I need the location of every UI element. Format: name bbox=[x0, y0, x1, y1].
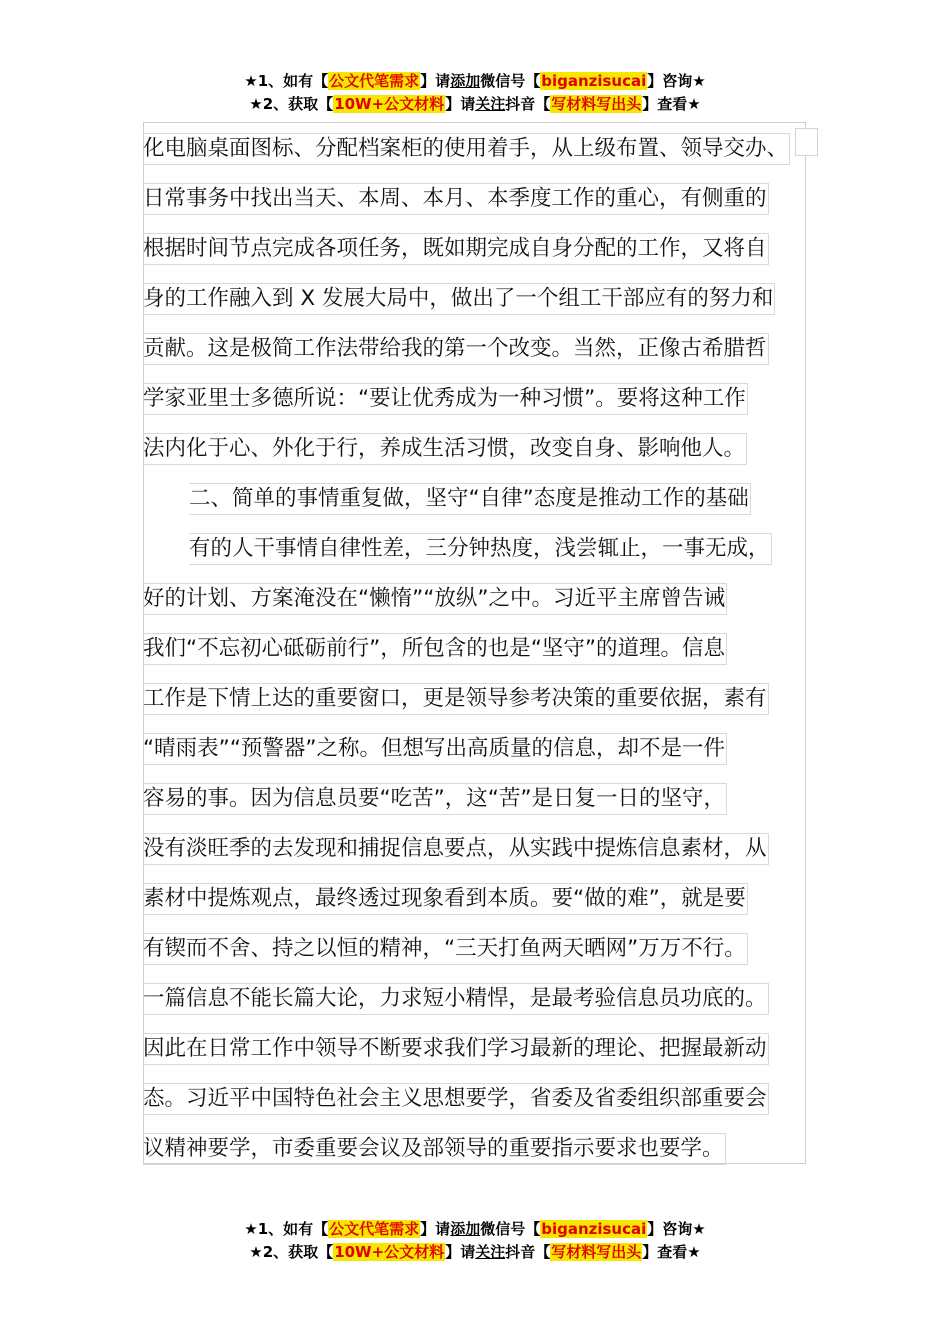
text-line: 根据时间节点完成各项任务，既如期完成自身分配的工作，又将自 bbox=[143, 223, 823, 273]
text-line: 我们“不忘初心砥砺前行”，所包含的也是“坚守”的道理。信息 bbox=[143, 623, 823, 673]
text-line: “晴雨表”“预警器”之称。但想写出高质量的信息，却不是一件 bbox=[143, 723, 823, 773]
text-line: 议精神要学，市委重要会议及部领导的重要指示要求也要学。 bbox=[143, 1123, 823, 1173]
highlight-douyin: 写材料写出头 bbox=[551, 95, 642, 113]
document-body bbox=[143, 123, 823, 1173]
text-line: 有锲而不舍、持之以恒的精神，“三天打鱼两天晒网”万万不行。 bbox=[143, 923, 823, 973]
text-line: 化电脑桌面图标、分配档案柜的使用着手，从上级布置、领导交办、 bbox=[143, 123, 823, 173]
highlight-wechat-id: biganzisucai bbox=[541, 1220, 647, 1238]
text-line: 因此在日常工作中领导不断要求我们学习最新的理论、把握最新动 bbox=[143, 1023, 823, 1073]
promo-line-2: ★2、获取【10W+公文材料】请关注抖音【写材料写出头】查看★ bbox=[249, 95, 701, 113]
promo-line-1: ★1、如有【公文代笔需求】请添加微信号【biganzisucai】咨询★ bbox=[244, 72, 706, 90]
text-line: 有的人干事情自律性差，三分钟热度，浅尝辄止，一事无成， bbox=[143, 523, 823, 573]
promo-banner-top bbox=[0, 70, 950, 116]
text-line: 容易的事。因为信息员要“吃苦”，这“苦”是日复一日的坚守， bbox=[143, 773, 823, 823]
highlight-materials: 10W+公文材料 bbox=[334, 95, 445, 113]
text-line: 身的工作融入到 X 发展大局中，做出了一个组工干部应有的努力和 bbox=[143, 273, 823, 323]
text-line: 贡献。这是极简工作法带给我的第一个改变。当然，正像古希腊哲 bbox=[143, 323, 823, 373]
text-line: 法内化于心、外化于行，养成生活习惯，改变自身、影响他人。 bbox=[143, 423, 823, 473]
text-line: 态。习近平中国特色社会主义思想要学，省委及省委组织部重要会 bbox=[143, 1073, 823, 1123]
highlight-service: 公文代笔需求 bbox=[329, 72, 420, 90]
text-line: 素材中提炼观点，最终透过现象看到本质。要“做的难”，就是要 bbox=[143, 873, 823, 923]
highlight-douyin: 写材料写出头 bbox=[551, 1243, 642, 1261]
text-line: 没有淡旺季的去发现和捕捉信息要点，从实践中提炼信息素材，从 bbox=[143, 823, 823, 873]
section-heading: 二、简单的事情重复做，坚守“自律”态度是推动工作的基础 bbox=[143, 473, 823, 523]
highlight-service: 公文代笔需求 bbox=[329, 1220, 420, 1238]
promo-line-1: ★1、如有【公文代笔需求】请添加微信号【biganzisucai】咨询★ bbox=[244, 1220, 706, 1238]
text-line: 日常事务中找出当天、本周、本月、本季度工作的重心，有侧重的 bbox=[143, 173, 823, 223]
text-line: 一篇信息不能长篇大论，力求短小精悍，是最考验信息员功底的。 bbox=[143, 973, 823, 1023]
highlight-materials: 10W+公文材料 bbox=[334, 1243, 445, 1261]
text-line: 好的计划、方案淹没在“懒惰”“放纵”之中。习近平主席曾告诫 bbox=[143, 573, 823, 623]
highlight-wechat-id: biganzisucai bbox=[541, 72, 647, 90]
text-line: 工作是下情上达的重要窗口，更是领导参考决策的重要依据，素有 bbox=[143, 673, 823, 723]
promo-line-2: ★2、获取【10W+公文材料】请关注抖音【写材料写出头】查看★ bbox=[249, 1243, 701, 1261]
text-line: 学家亚里士多德所说：“要让优秀成为一种习惯”。要将这种工作 bbox=[143, 373, 823, 423]
promo-banner-bottom bbox=[0, 1218, 950, 1264]
